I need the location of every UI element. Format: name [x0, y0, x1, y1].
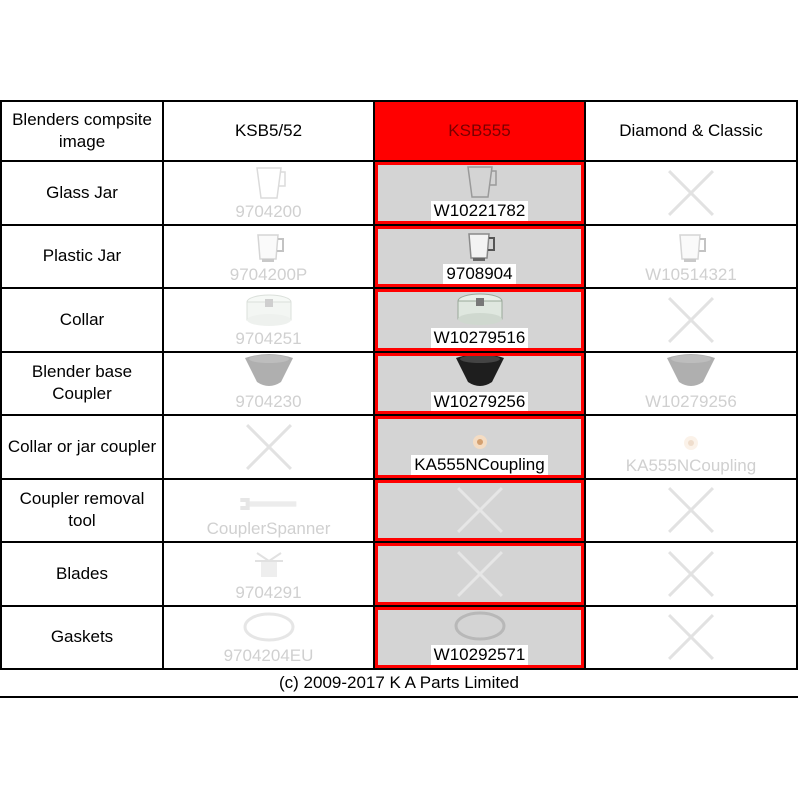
- part-cell: [586, 607, 796, 669]
- part-cell: [164, 162, 373, 224]
- part-cell: [375, 607, 584, 669]
- column-header-text: KSB555: [448, 121, 511, 140]
- part-number: KA555NCoupling: [625, 455, 757, 475]
- base-coupler-icon: [450, 354, 510, 390]
- collar-icon: [239, 291, 299, 327]
- part-cell: [375, 353, 584, 415]
- x-mark-icon: [666, 168, 716, 218]
- gasket-icon: [239, 608, 299, 644]
- x-mark-icon: [666, 485, 716, 535]
- part-cell: [164, 607, 373, 669]
- part-cell: [586, 162, 796, 224]
- plastic-jar-icon: [239, 227, 299, 263]
- part-number: KA555NCoupling: [411, 455, 547, 475]
- row-label: [2, 289, 162, 351]
- row-label-text: Blender base Coupler: [31, 362, 133, 404]
- part-cell: [586, 543, 796, 605]
- part-number: 9708904: [443, 264, 515, 284]
- row-label: [2, 353, 162, 415]
- column-header-text: Diamond & Classic: [619, 121, 763, 140]
- row-label: [2, 543, 162, 605]
- row-label-text: Collar or jar coupler: [7, 436, 157, 456]
- part-cell: [164, 543, 373, 605]
- part-number: W10292571: [431, 645, 529, 665]
- column-header-ksb555: [375, 102, 584, 160]
- row-label: [2, 162, 162, 224]
- glass-jar-icon: [239, 164, 299, 200]
- part-cell: [586, 226, 796, 288]
- part-number: 9704291: [235, 582, 302, 602]
- part-number: 9704200P: [229, 265, 308, 285]
- copyright-text: (c) 2009-2017 K A Parts Limited: [278, 673, 520, 692]
- part-cell: [375, 416, 584, 478]
- part-number: CouplerSpanner: [206, 519, 331, 539]
- row-label: [2, 607, 162, 669]
- x-mark-icon: [666, 295, 716, 345]
- row-label-text: Plastic Jar: [42, 246, 122, 266]
- part-cell: [375, 162, 584, 224]
- part-cell: [586, 289, 796, 351]
- part-number: 9704251: [235, 328, 302, 348]
- part-cell: [164, 226, 373, 288]
- row-label-text: Blades: [56, 563, 108, 583]
- row-label-text: Coupler removal tool: [19, 489, 145, 531]
- column-header-text: KSB5/52: [234, 121, 303, 140]
- blades-icon: [239, 545, 299, 581]
- part-cell: [375, 543, 584, 605]
- gasket-icon: [450, 609, 510, 643]
- base-coupler-icon: [239, 354, 299, 390]
- part-cell: [164, 353, 373, 415]
- column-header-ksb5-52: [164, 102, 373, 160]
- x-mark-icon: [455, 549, 505, 599]
- jar-coupler-icon: [450, 419, 510, 453]
- part-cell: [164, 289, 373, 351]
- base-coupler-icon: [661, 354, 721, 390]
- part-number: W10279516: [431, 328, 529, 348]
- row-label: [2, 416, 162, 478]
- part-number: W10221782: [431, 201, 529, 221]
- x-mark-icon: [455, 485, 505, 535]
- spanner-icon: [239, 481, 299, 517]
- part-number: 9704230: [235, 392, 302, 412]
- collar-icon: [450, 292, 510, 326]
- part-cell: [375, 289, 584, 351]
- parts-table: [0, 100, 798, 698]
- part-cell: [375, 226, 584, 288]
- copyright-footer: [0, 670, 798, 696]
- part-number: 9704200: [235, 201, 302, 221]
- row-label-text: Gaskets: [50, 627, 114, 647]
- jar-coupler-icon: [661, 418, 721, 454]
- part-number: W10279256: [431, 392, 529, 412]
- part-cell: [586, 480, 796, 542]
- row-label-text: Glass Jar: [46, 182, 118, 202]
- part-cell: [586, 353, 796, 415]
- corner-header: [2, 102, 162, 160]
- part-number: W10279256: [645, 392, 737, 412]
- part-cell: [586, 416, 796, 478]
- x-mark-icon: [666, 549, 716, 599]
- x-mark-icon: [244, 422, 294, 472]
- plastic-jar-icon: [450, 229, 510, 263]
- plastic-jar-icon: [661, 227, 721, 263]
- part-cell: [164, 416, 373, 478]
- row-label-text: Collar: [59, 309, 105, 329]
- row-label: [2, 480, 162, 542]
- part-cell: [164, 480, 373, 542]
- part-number: W10514321: [645, 265, 737, 285]
- corner-header-text: Blenders compsite image: [12, 110, 152, 151]
- column-header-diamond-classic: [586, 102, 796, 160]
- x-mark-icon: [666, 612, 716, 662]
- glass-jar-icon: [450, 165, 510, 199]
- part-cell: [375, 480, 584, 542]
- part-number: 9704204EU: [223, 646, 314, 666]
- row-label: [2, 226, 162, 288]
